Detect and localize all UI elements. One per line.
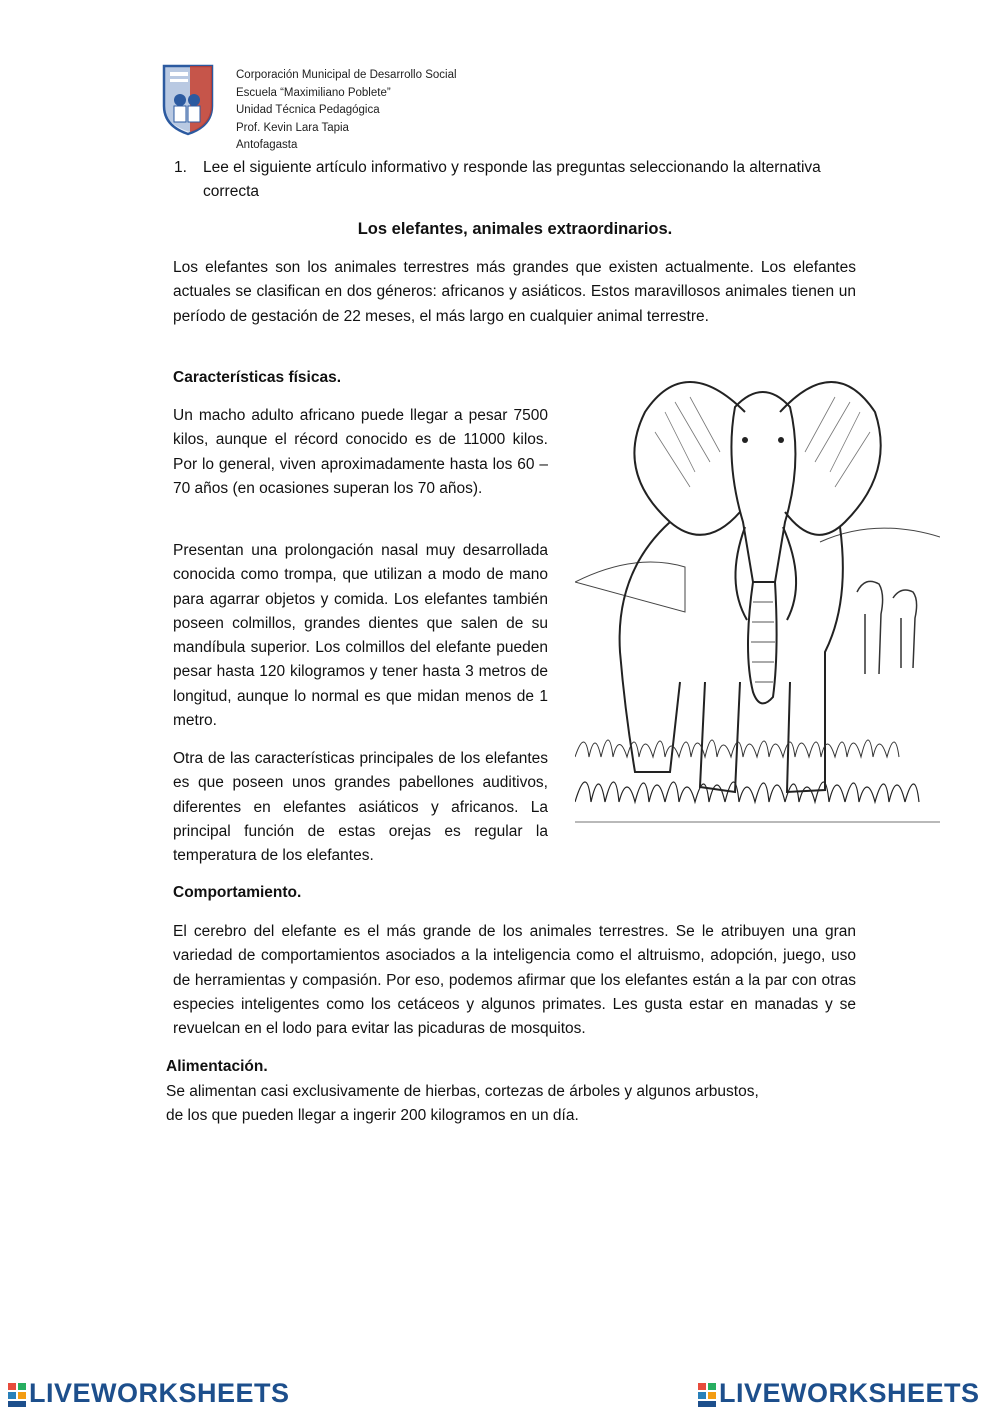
instruction-number: 1. bbox=[174, 159, 187, 176]
physical-paragraph-3: Otra de las características principales de los elefantes es que poseen unos grandes pabellones auditivos, diferentes en elefantes asiáticos y africanos. La principal función de estas orejas es regular la temperatura de los elefantes. bbox=[173, 750, 548, 865]
instruction-text: Lee el siguiente artículo informativo y responde las preguntas seleccionando la alternativa correcta bbox=[203, 159, 821, 200]
school-logo bbox=[160, 62, 216, 136]
header-line: Prof. Kevin Lara Tapia bbox=[236, 121, 349, 134]
food-heading: Alimentación. bbox=[166, 1058, 268, 1075]
behavior-heading: Comportamiento. bbox=[173, 884, 302, 901]
physical-paragraph-1: Un macho adulto africano puede llegar a pesar 7500 kilos, aunque el récord conocido es de 11000 kilos. Por lo general, viven aproximadamente hasta los 60 – 70 años (en ocasiones superan los 70 años). bbox=[173, 407, 548, 497]
header-line: Escuela “Maximiliano Poblete” bbox=[236, 86, 391, 99]
header-line: Corporación Municipal de Desarrollo Social bbox=[236, 69, 457, 81]
intro-paragraph: Los elefantes son los animales terrestres más grandes que existen actualmente. Los elefantes actuales se clasifican en dos géneros: africanos y asiáticos. Estos maravillosos animales tienen un período de gestación de 22 meses, el más largo en cualquier animal terrestre. bbox=[173, 259, 856, 325]
physical-paragraph-2: Presentan una prolongación nasal muy desarrollada conocida como trompa, que utilizan a modo de mano para agarrar objetos y comida. Los elefantes también poseen colmillos, grandes dientes que salen de su mandíbula superior. Los colmillos del elefante pueden pesar hasta 120 kilogramos y tener hasta 3 metros de longitud, aunque lo normal es que midan menos de 1 metro. bbox=[173, 542, 548, 730]
behavior-paragraph: El cerebro del elefante es el más grande de los animales terrestres. Se le atribuyen una gran variedad de comportamientos asociados a la inteligencia como el altruismo, adopción, juego, uso de herramientas y compasión. Por eso, podemos afirmar que los elefantes están a la par con otras especies inteligentes como los cetáceos y algunos primates. Les gusta estar en manadas y se revuelcan en el lodo para evitar las picaduras de mosquitos. bbox=[173, 923, 856, 1038]
food-line: Se alimentan casi exclusivamente de hierbas, cortezas de árboles y algunos arbustos, bbox=[166, 1083, 759, 1100]
brand-text: LIVEWORKSHEETS bbox=[29, 1378, 290, 1408]
food-line: de los que pueden llegar a ingerir 200 kilogramos en un día. bbox=[166, 1107, 579, 1124]
instruction bbox=[174, 156, 854, 204]
liveworksheets-logo-left[interactable] bbox=[8, 1378, 290, 1409]
liveworksheets-icon bbox=[8, 1383, 26, 1407]
article-title: Los elefantes, animales extraordinarios. bbox=[357, 220, 673, 238]
liveworksheets-logo-right[interactable] bbox=[698, 1378, 980, 1409]
header-block bbox=[236, 67, 457, 155]
header-line: Antofagasta bbox=[236, 139, 298, 151]
elephant-illustration bbox=[575, 352, 940, 844]
brand-text: LIVEWORKSHEETS bbox=[719, 1378, 980, 1408]
food-paragraph bbox=[166, 1080, 866, 1128]
header-line: Unidad Técnica Pedagógica bbox=[236, 104, 380, 116]
liveworksheets-icon bbox=[698, 1383, 716, 1407]
physical-heading: Características físicas. bbox=[173, 369, 342, 386]
